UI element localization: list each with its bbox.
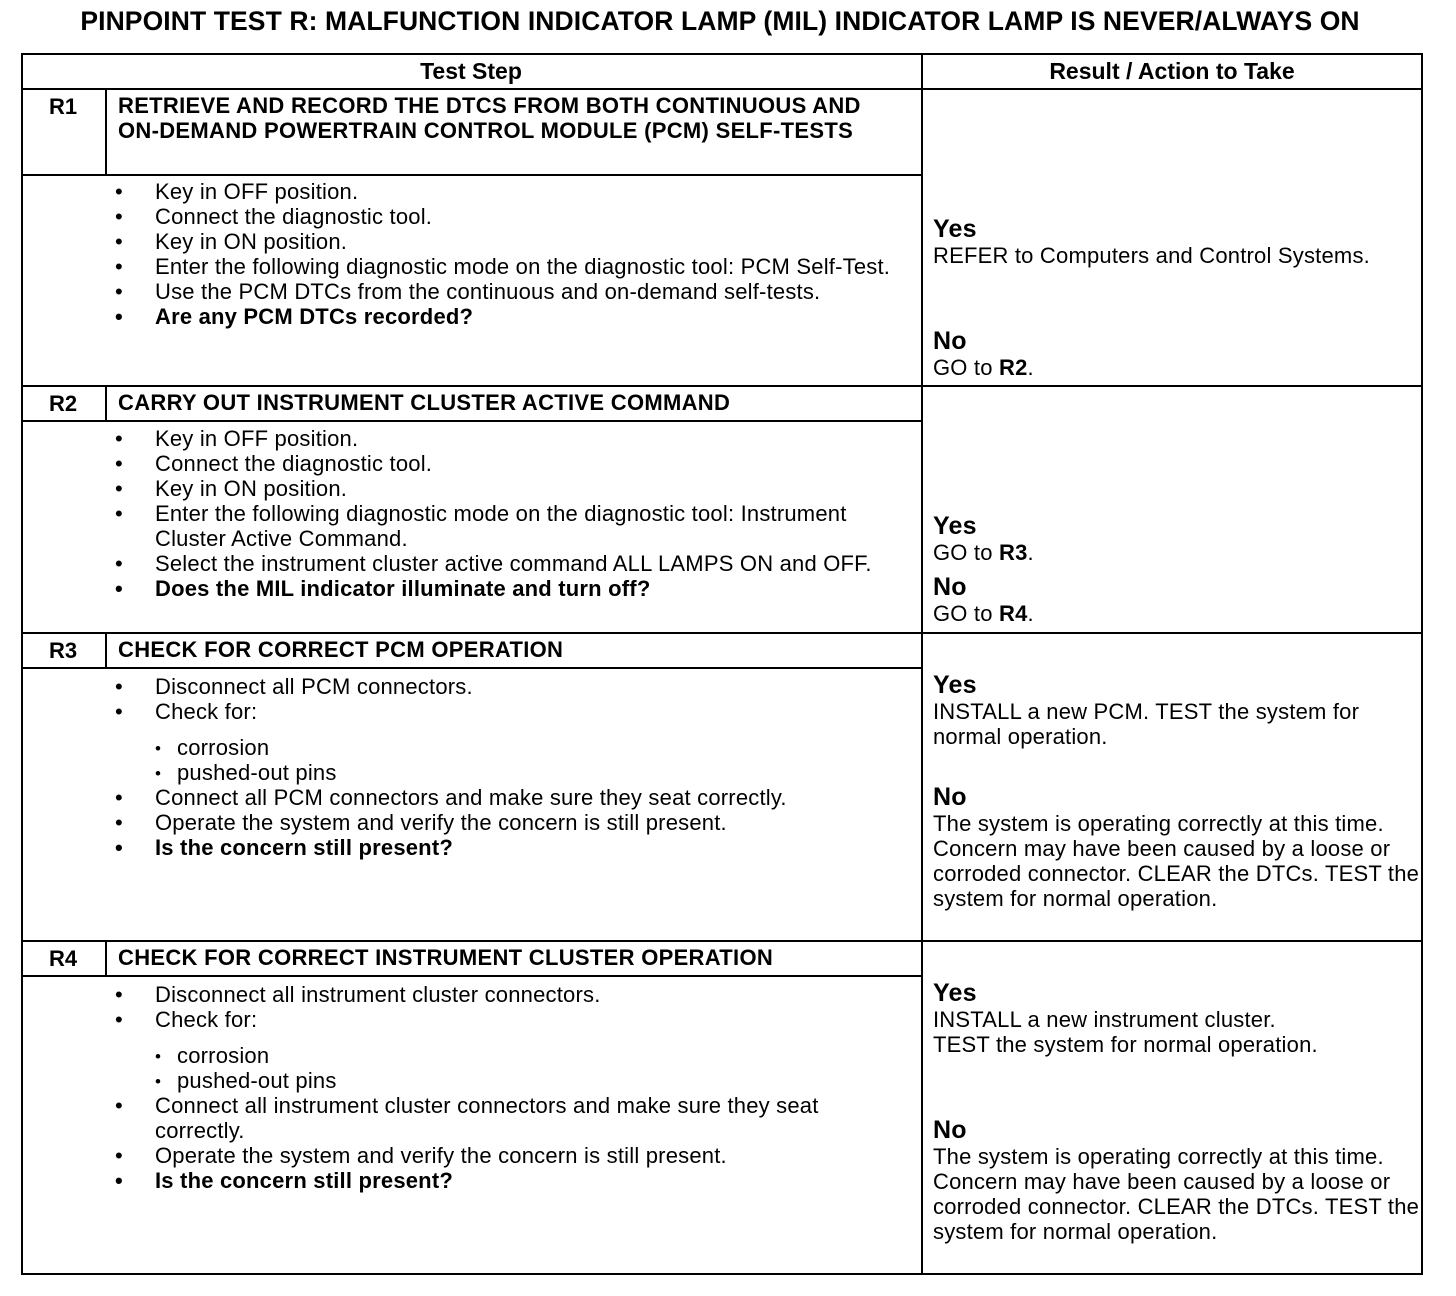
yes-label: Yes [933,512,977,540]
step-instructions [113,674,913,860]
table-border-bottom [21,1273,1423,1275]
yes-action-line: TEST the system for normal operation. [933,1032,1318,1057]
title-divider [21,667,923,669]
pinpoint-test-table [21,53,1423,1275]
no-label: No [933,573,967,601]
no-action-ref: R4 [999,601,1028,626]
row-divider [21,940,1423,942]
column-divider [921,53,923,1275]
yes-action-suffix: . [1027,540,1034,565]
instruction-item: • Connect the diagnostic tool. [113,204,913,229]
step-title: RETRIEVE AND RECORD THE DTCS FROM BOTH CONTINUOUS AND ON-DEMAND POWERTRAIN CONTROL MODULE (PCM) SELF-TESTS [118,93,861,143]
sub-item: • pushed-out pins [155,1068,913,1093]
title-divider [21,975,923,977]
sub-list [113,735,913,785]
instruction-item: • Connect all instrument cluster connectors and make sure they seat correctly. [113,1093,913,1143]
instruction-item: • Enter the following diagnostic mode on the diagnostic tool: PCM Self-Test. [113,254,913,279]
result-no [933,1116,1421,1244]
step-title: CHECK FOR CORRECT INSTRUMENT CLUSTER OPERATION [118,945,774,970]
no-action-prefix: GO to [933,355,999,380]
result-yes [933,215,1421,268]
page-title: PINPOINT TEST R: MALFUNCTION INDICATOR LAMP (MIL) INDICATOR LAMP IS NEVER/ALWAYS ON [80,6,1360,36]
step-id: R2 [48,391,78,416]
result-yes [933,671,1421,749]
title-divider [21,420,923,422]
step-id: R3 [48,638,78,663]
header-test-step: Test Step [420,58,522,84]
step-question: • Is the concern still present? [113,835,913,860]
sub-list [113,1043,913,1093]
instruction-item: • Use the PCM DTCs from the continuous and on-demand self-tests. [113,279,913,304]
no-action: The system is operating correctly at this time. Concern may have been caused by a loose or corroded connector. CLEAR the DTCs. TEST the system for normal operation. [933,811,1420,911]
result-no [933,783,1421,911]
yes-label: Yes [933,215,977,243]
no-label: No [933,327,967,355]
instruction-item: • Connect all PCM connectors and make sure they seat correctly. [113,785,913,810]
header-result: Result / Action to Take [1049,58,1295,84]
step-title: CHECK FOR CORRECT PCM OPERATION [118,637,564,662]
instruction-item: • Connect the diagnostic tool. [113,451,913,476]
no-label: No [933,783,967,811]
title-divider [21,174,923,176]
instruction-item: • Key in ON position. [113,476,913,501]
id-divider [105,940,107,976]
step-instructions [113,982,913,1193]
id-divider [105,632,107,668]
step-id: R4 [48,946,78,971]
step-question: • Is the concern still present? [113,1168,913,1193]
yes-action-ref: R3 [999,540,1028,565]
result-no [933,327,1421,380]
sub-item: • corrosion [155,1043,913,1068]
step-instructions [113,179,913,329]
table-border-top [21,53,1423,55]
yes-label: Yes [933,671,977,699]
instruction-item: • Key in OFF position. [113,426,913,451]
yes-action-line: INSTALL a new instrument cluster. [933,1007,1276,1032]
step-question: • Are any PCM DTCs recorded? [113,304,913,329]
yes-label: Yes [933,979,977,1007]
table-border-right [1421,53,1423,1275]
yes-action-prefix: GO to [933,540,999,565]
instruction-item: • Disconnect all PCM connectors. [113,674,913,699]
instruction-item: • Check for: [113,1007,913,1032]
no-action-prefix: GO to [933,601,999,626]
no-action: The system is operating correctly at this time. Concern may have been caused by a loose or corroded connector. CLEAR the DTCs. TEST the system for normal operation. [933,1144,1420,1244]
row-divider [21,385,1423,387]
instruction-item: • Key in OFF position. [113,179,913,204]
instruction-item: • Select the instrument cluster active command ALL LAMPS ON and OFF. [113,551,913,576]
result-yes [933,979,1421,1057]
no-label: No [933,1116,967,1144]
instruction-item: • Operate the system and verify the concern is still present. [113,1143,913,1168]
result-no [933,573,1421,626]
step-title: CARRY OUT INSTRUMENT CLUSTER ACTIVE COMMAND [118,390,731,415]
no-action-ref: R2 [999,355,1028,380]
instruction-item: • Enter the following diagnostic mode on the diagnostic tool: Instrument Cluster Active Command. [113,501,913,551]
result-yes [933,512,1421,565]
id-divider [105,88,107,175]
step-id: R1 [48,94,78,119]
no-action-suffix: . [1027,355,1034,380]
sub-item: • pushed-out pins [155,760,913,785]
yes-action: REFER to Computers and Control Systems. [933,243,1370,268]
instruction-item: • Check for: [113,699,913,724]
sub-item: • corrosion [155,735,913,760]
step-question: • Does the MIL indicator illuminate and turn off? [113,576,913,601]
instruction-item: • Disconnect all instrument cluster connectors. [113,982,913,1007]
id-divider [105,385,107,421]
header-divider [21,88,1423,90]
row-divider [21,632,1423,634]
table-border-left [21,53,23,1275]
instruction-item: • Operate the system and verify the concern is still present. [113,810,913,835]
no-action-suffix: . [1027,601,1034,626]
yes-action: INSTALL a new PCM. TEST the system for normal operation. [933,699,1360,749]
instruction-item: • Key in ON position. [113,229,913,254]
step-instructions [113,426,913,601]
